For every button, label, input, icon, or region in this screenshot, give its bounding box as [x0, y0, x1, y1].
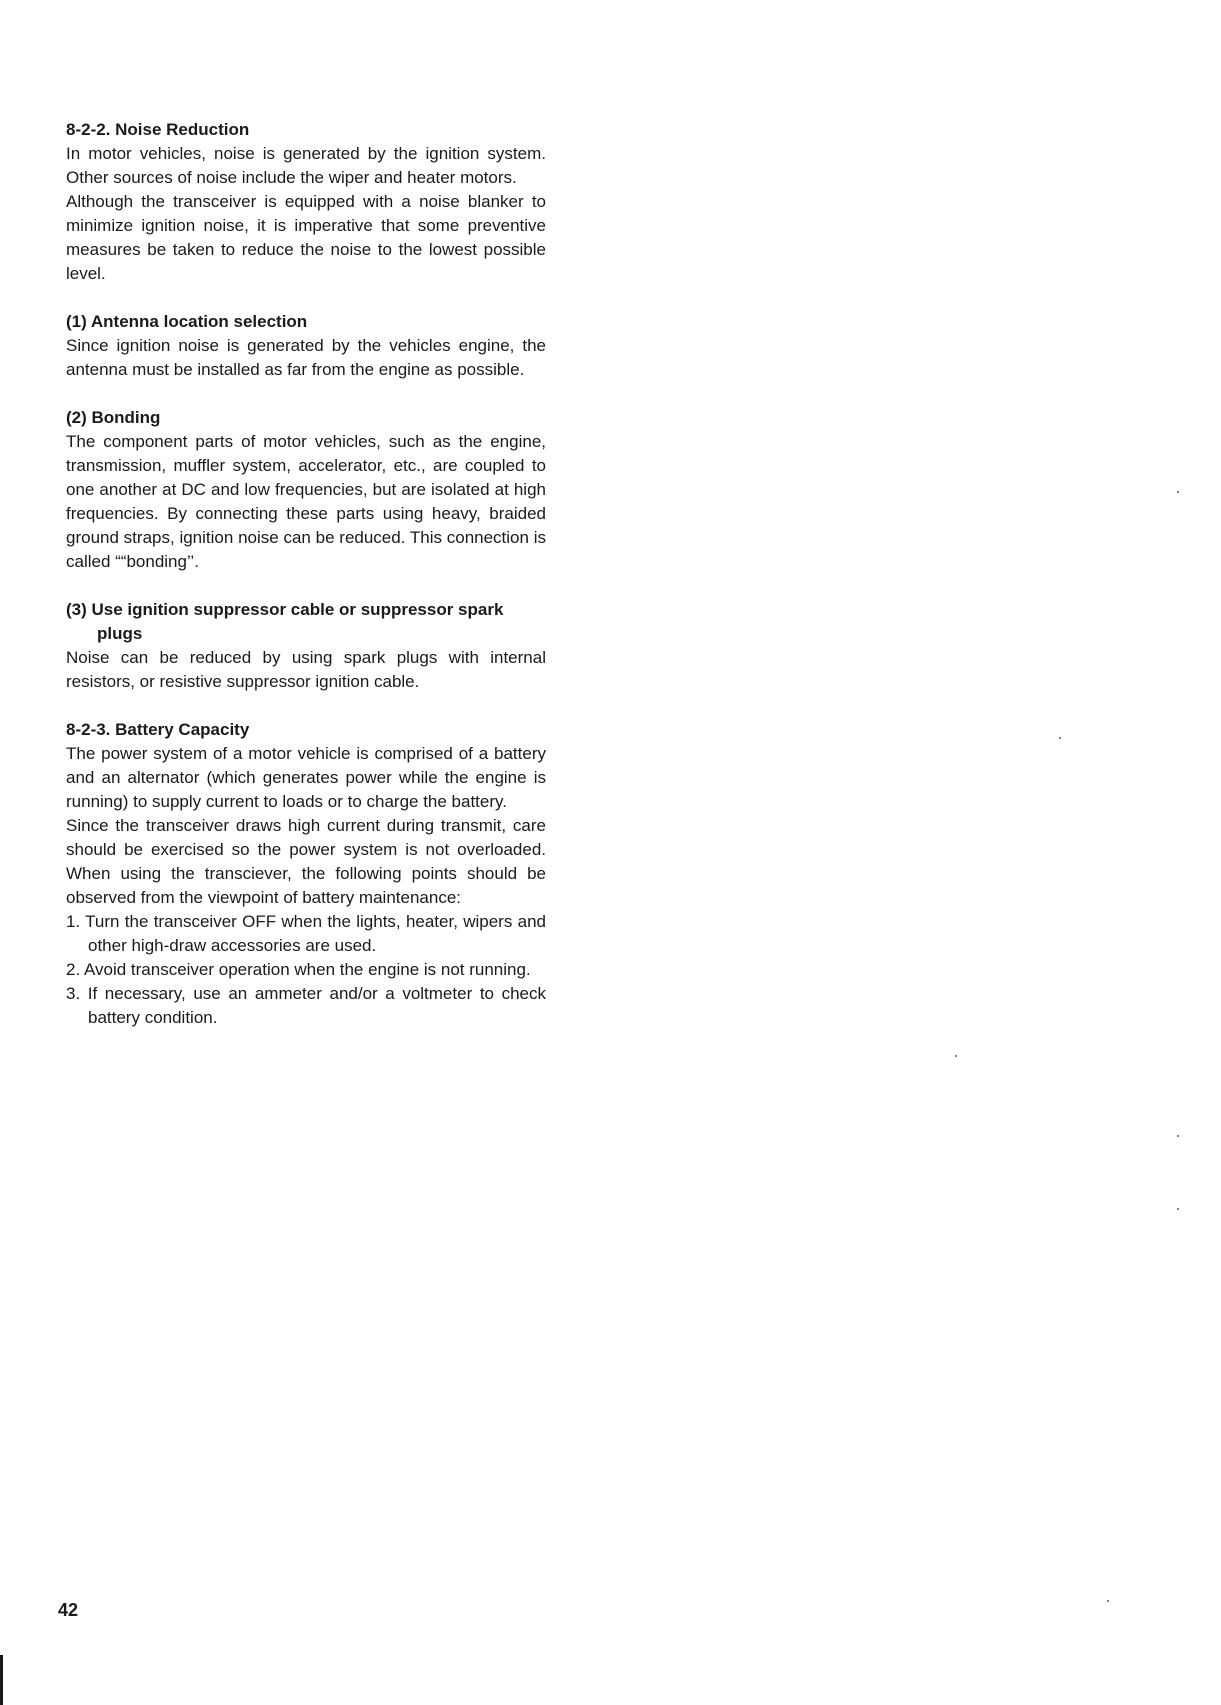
section-noise-reduction: [66, 118, 546, 286]
section-paragraph: The component parts of motor vehicles, such as the engine, transmission, muffler system, accelerator, etc., are coupled to one another at DC and low frequencies, but are isolated at high frequencies. By connecting these parts using heavy, braided ground straps, ignition noise can be reduced. This connection is called ““bonding’’.: [66, 432, 546, 571]
section-heading: 8-2-2. Noise Reduction: [66, 120, 250, 139]
page-number: 42: [58, 1600, 79, 1620]
document-body: [66, 118, 546, 1054]
scan-speck: [1177, 491, 1179, 493]
scan-speck: [1107, 1600, 1109, 1602]
section-heading: 8-2-3. Battery Capacity: [66, 720, 250, 739]
list-item: 1. Turn the transceiver OFF when the lights, heater, wipers and other high-draw accessories are used.: [66, 912, 546, 955]
subsection-heading: (1) Antenna location selection: [66, 312, 308, 331]
section-suppressor: [66, 598, 546, 694]
section-paragraph: Since the transceiver draws high current during transmit, care should be exercised so the power system is not overloaded. When using the transciever, the following points should be observed from the viewpoint of battery maintenance:: [66, 816, 546, 907]
list-item: 2. Avoid transceiver operation when the engine is not running.: [66, 960, 531, 979]
scan-speck: [1059, 737, 1061, 739]
subsection-heading: (2) Bonding: [66, 408, 161, 427]
scan-speck: [955, 1055, 957, 1057]
battery-maintenance-list: [66, 910, 546, 1030]
section-paragraph: In motor vehicles, noise is generated by the ignition system. Other sources of noise include the wiper and heater motors.: [66, 144, 546, 187]
scan-speck: [1177, 1135, 1179, 1137]
section-bonding: [66, 406, 546, 574]
scan-speck: [1177, 1208, 1179, 1210]
section-battery-capacity: [66, 718, 546, 1030]
section-paragraph: The power system of a motor vehicle is comprised of a battery and an alternator (which generates power while the engine is running) to supply current to loads or to charge the battery.: [66, 744, 546, 811]
subsection-heading: (3) Use ignition suppressor cable or suppressor spark plugs: [66, 600, 504, 643]
section-paragraph: Noise can be reduced by using spark plugs with internal resistors, or resistive suppressor ignition cable.: [66, 648, 546, 691]
section-paragraph: Although the transceiver is equipped with a noise blanker to minimize ignition noise, it is imperative that some preventive measures be taken to reduce the noise to the lowest possible level.: [66, 192, 546, 283]
list-item: 3. If necessary, use an ammeter and/or a voltmeter to check battery condition.: [66, 984, 546, 1027]
scan-margin-mark: [0, 1655, 3, 1705]
section-antenna-location: [66, 310, 546, 382]
section-paragraph: Since ignition noise is generated by the vehicles engine, the antenna must be installed as far from the engine as possible.: [66, 336, 546, 379]
